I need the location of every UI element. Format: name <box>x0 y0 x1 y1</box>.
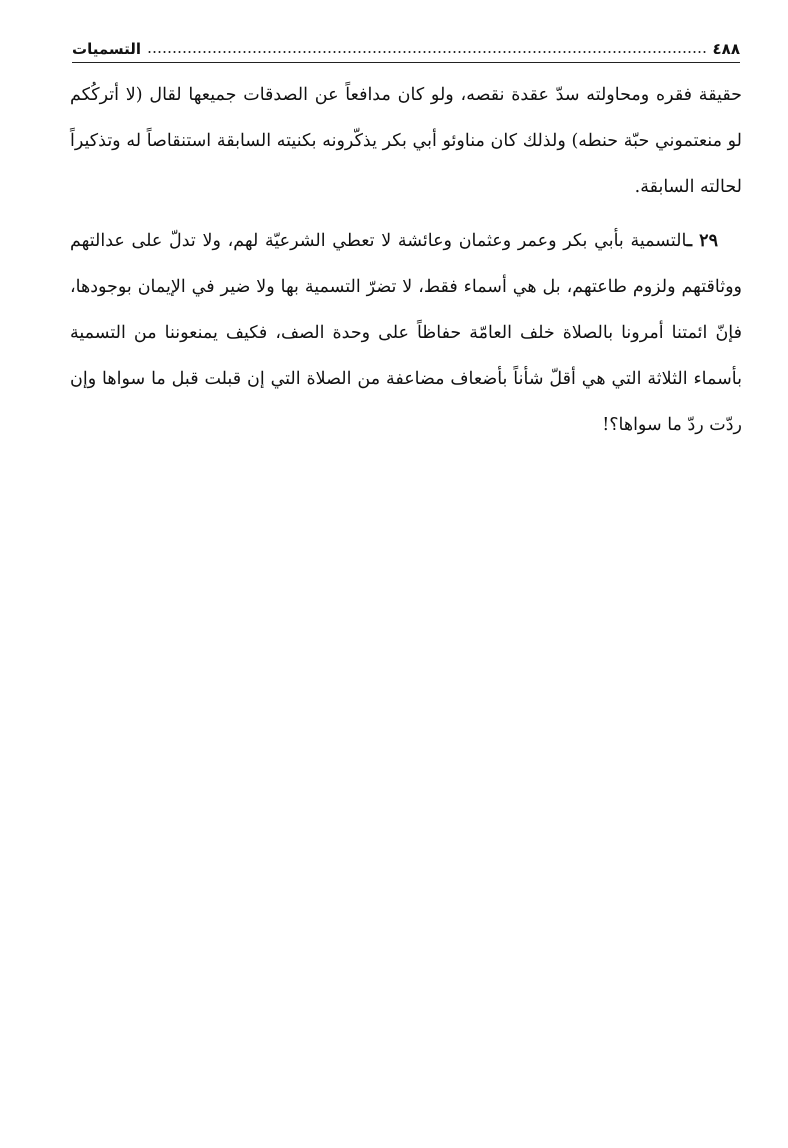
running-header <box>72 32 740 63</box>
dot-leader <box>147 51 706 53</box>
paragraph-29-text: التسمية بأبي بكر وعمر وعثمان وعائشة لا تعطي الشرعيّة لهم، ولا تدلّ على عدالتهم ووثاقتهم ولزوم طاعتهم، بل هي أسماء فقط، لا تضرّ التسمية بها ولا ضير في الإيمان بوجودها، فإنّ ائمتنا أمرونا بالصلاة خلف العامّة حفاظاً على وحدة الصف، فكيف يمنعوننا من التسمية بأسماء الثلاثة التي هي أقلّ شأناً بأضعاف مضاعفة من الصلاة التي إن قبلت قبل ما سواها وإن ردّت ردّ ما سواها؟! <box>70 231 742 435</box>
page-number: ٤٨٨ <box>712 40 740 58</box>
section-title: التسميات <box>72 40 142 58</box>
paragraph-29 <box>70 218 742 448</box>
paragraph-number: ٢٩ ـ <box>686 231 718 251</box>
paragraph-continuation: حقيقة فقره ومحاولته سدّ عقدة نقصه، ولو كان مدافعاً عن الصدقات جميعها لقال (لا أتركُكم لو منعتموني حبّة حنطه) ولذلك كان مناوئو أبي بكر يذكّرونه بكنيته السابقة استنقاصاً له وتذكيراً لحالته السابقة. <box>70 85 742 197</box>
body-text <box>70 72 742 448</box>
